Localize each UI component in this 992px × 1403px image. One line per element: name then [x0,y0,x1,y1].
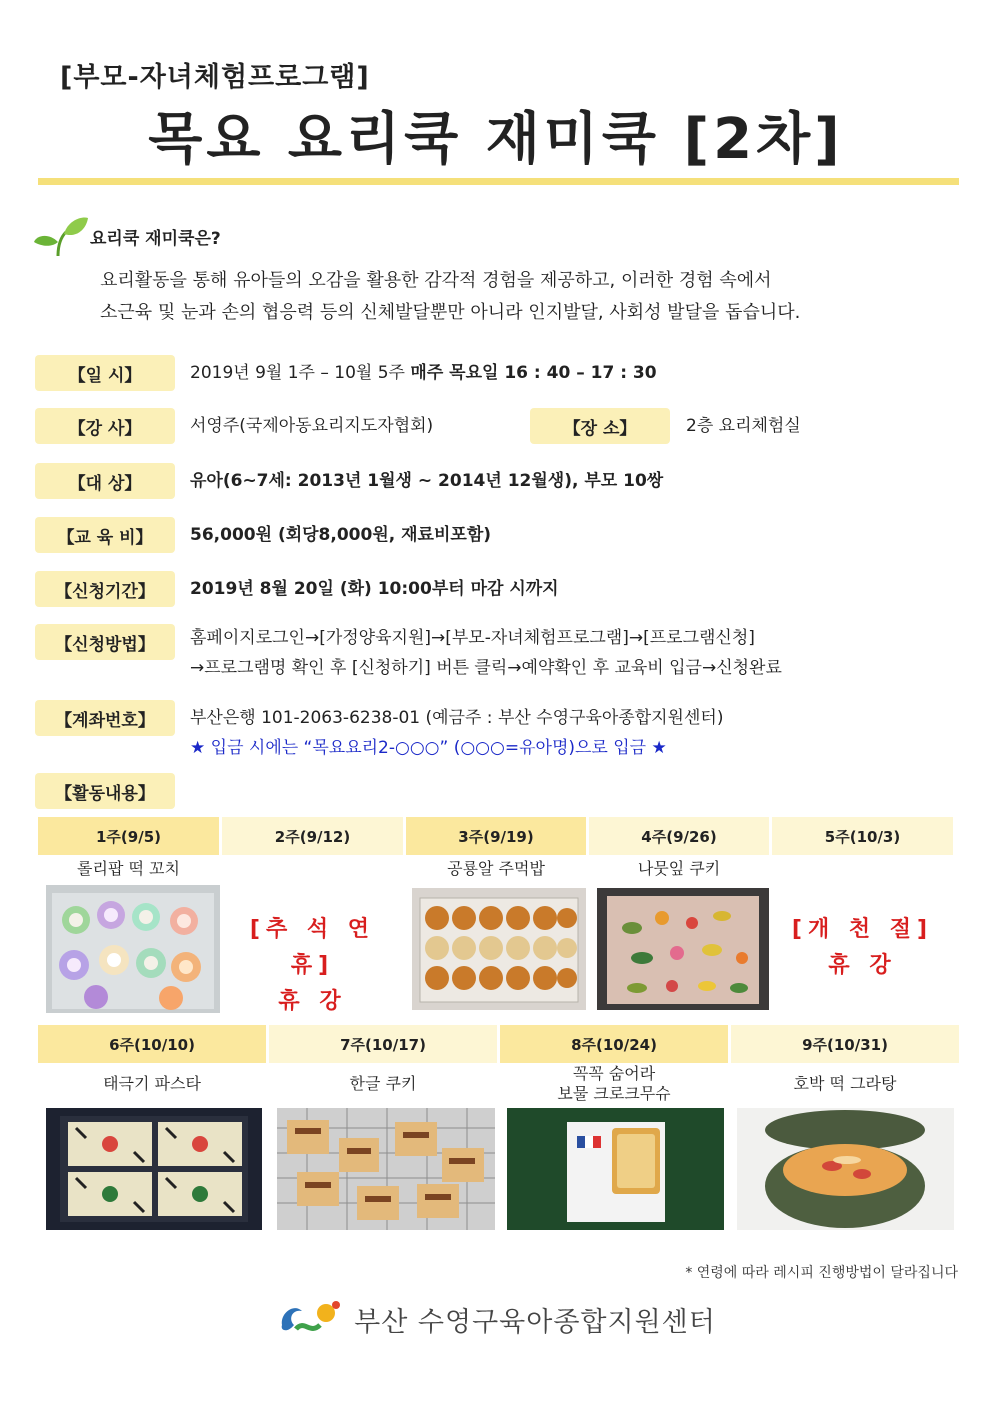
week-3-dish: 공룡알 주먹밥 [447,859,545,878]
intro-line-2: 소근육 및 눈과 손의 협응력 등의 신체발달뿐만 아니라 인지발달, 사회성 발달을 돕습니다. [100,302,801,323]
leaf-cookie-photo [597,888,769,1010]
week-8-dish-line-1: 꼭꼭 숨어라 [572,1064,656,1083]
recipe-note: * 연령에 따라 레시피 진행방법이 달라집니다 [685,1265,958,1281]
intro-line-1: 요리활동을 통해 유아들의 오감을 활용한 감각적 경험을 제공하고, 이러한 경험 속에서 [100,270,772,291]
intro-description [100,265,800,329]
schedule-dates: 2019년 9월 1주 – 10월 5주 [190,363,411,383]
center-name: 부산 수영구육아종합지원센터 [354,1306,716,1338]
gaecheonjeol-holiday-title: [개 천 절] [791,917,934,942]
schedule-value [190,358,657,388]
week-3-header: 3주(9/19) [406,817,586,855]
week-1-header: 1주(9/5) [38,817,219,855]
activity-label: 【활동내용】 [35,773,175,809]
title-divider [38,178,959,185]
week-2-header: 2주(9/12) [222,817,403,855]
chuseok-no-class: 휴 강 [278,989,347,1014]
center-logo-icon [276,1295,344,1343]
week-8-dish-line-2: 보물 크로크무슈 [557,1084,671,1103]
fee-value: 56,000원 (회당8,000원, 재료비포함) [190,525,492,545]
intro-heading: 요리쿡 재미쿡은? [90,229,221,249]
footer [0,1295,992,1343]
deposit-note: ★ 입금 시에는 “목요요리2-○○○” (○○○=유아명)으로 입금 ★ [190,738,667,758]
week-4-dish: 나뭇잎 쿠키 [637,859,721,878]
instructor-label: 【강 사】 [35,408,175,444]
account-label: 【계좌번호】 [35,700,175,736]
pumpkin-gratin-photo [737,1108,954,1230]
chuseok-holiday-notice [222,912,403,1020]
account-value [190,703,723,763]
method-value [190,623,782,683]
program-category: [부모-자녀체험프로그램] [60,62,370,93]
fee-label: 【교 육 비】 [35,517,175,553]
week-6-dish: 태극기 파스타 [103,1074,201,1093]
target-value: 유아(6~7세: 2013년 1월생 ~ 2014년 12월생), 부모 10쌍 [190,471,664,491]
hangul-cookie-photo [277,1108,495,1230]
instructor-value: 서영주(국제아동요리지도자협회) [190,416,434,436]
croque-monsieur-photo [507,1108,724,1230]
account-line-1: 부산은행 101-2063-6238-01 (예금주 : 부산 수영구육아종합지원센터) [190,708,724,728]
sprout-icon [32,212,90,258]
place-value: 2층 요리체험실 [686,416,801,436]
week-8-header: 8주(10/24) [500,1025,728,1063]
dinosaur-egg-rice-ball-photo [412,888,586,1010]
page-title: 목요 요리쿡 재미쿡 [2차] [148,107,844,172]
week-7-dish: 한글 쿠키 [349,1074,417,1093]
lollipop-rice-cake-photo [46,885,220,1013]
period-value: 2019년 8월 20일 (화) 10:00부터 마감 시까지 [190,579,559,599]
week-7-header: 7주(10/17) [269,1025,497,1063]
place-label: 【장 소】 [530,408,670,444]
week-4-header: 4주(9/26) [589,817,769,855]
gaecheonjeol-no-class: 휴 강 [828,953,897,978]
taegukgi-pasta-photo [46,1108,262,1230]
schedule-time: 매주 목요일 16 : 40 – 17 : 30 [410,363,657,383]
week-8-dish [500,1064,728,1104]
week-6-header: 6주(10/10) [38,1025,266,1063]
gaecheonjeol-holiday-notice [772,912,953,984]
week-1-dish: 롤리팝 떡 꼬치 [77,859,180,878]
week-9-header: 9주(10/31) [731,1025,959,1063]
schedule-label: 【일 시】 [35,355,175,391]
chuseok-holiday-title: [추 석 연 휴] [249,917,376,978]
week-5-header: 5주(10/3) [772,817,953,855]
method-line-2: →프로그램명 확인 후 [신청하기] 버튼 클릭→예약확인 후 교육비 입금→신청완료 [190,658,782,678]
method-label: 【신청방법】 [35,624,175,660]
period-label: 【신청기간】 [35,571,175,607]
target-label: 【대 상】 [35,463,175,499]
method-line-1: 홈페이지로그인→[가정양육지원]→[부모-자녀체험프로그램]→[프로그램신청] [190,628,755,648]
week-9-dish: 호박 떡 그라탕 [793,1074,897,1093]
